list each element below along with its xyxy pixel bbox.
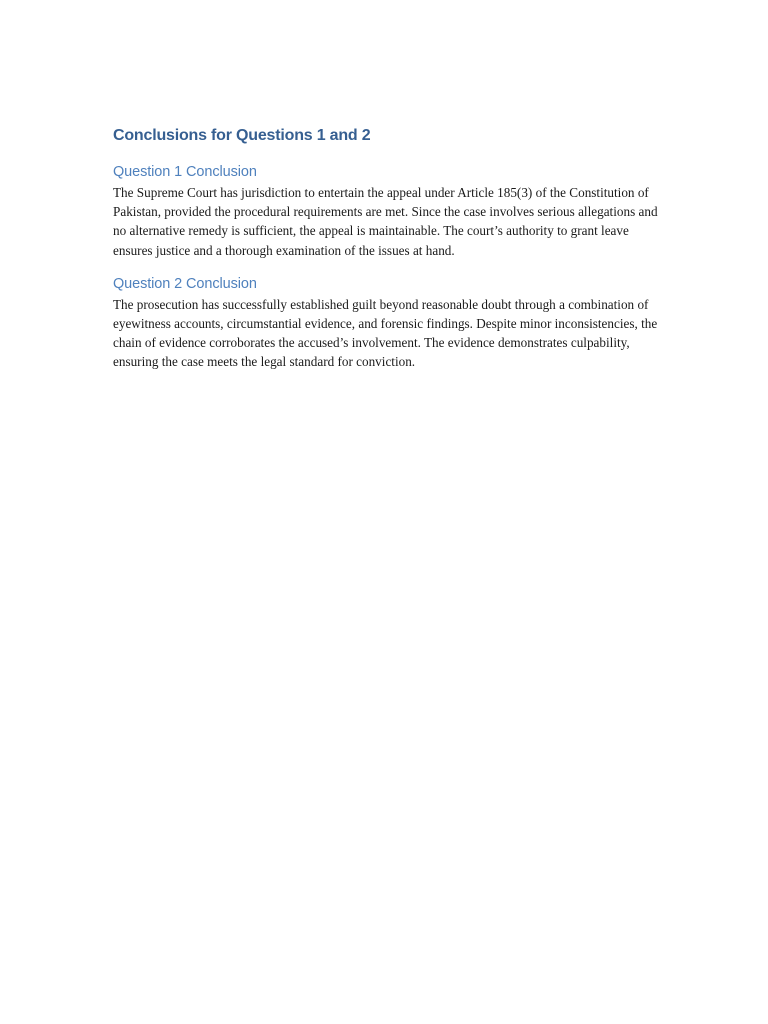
document-content <box>113 124 658 372</box>
section-heading-question-1: Question 1 Conclusion <box>113 164 257 180</box>
section-body-question-2: The prosecution has successfully established guilt beyond reasonable doubt through a combination of eyewitness accounts, circumstantial evidence, and forensic findings. Despite minor inconsistencies, the chain of evidence corroborates the accused’s involvement. The evidence demonstrates culpability, ensuring the case meets the legal standard for conviction. <box>113 296 658 370</box>
section-heading-question-2: Question 2 Conclusion <box>113 275 257 292</box>
document-title: Conclusions for Questions 1 and 2 <box>113 127 371 144</box>
section-body-question-1: The Supreme Court has jurisdiction to entertain the appeal under Article 185(3) of the Constitution of Pakistan, provided the procedural requirements are met. Since the case involves serious allegations and no alternative remedy is sufficient, the appeal is maintainable. The court’s authority to grant leave ensures justice and a thorough examination of the issues at hand. <box>113 185 658 258</box>
